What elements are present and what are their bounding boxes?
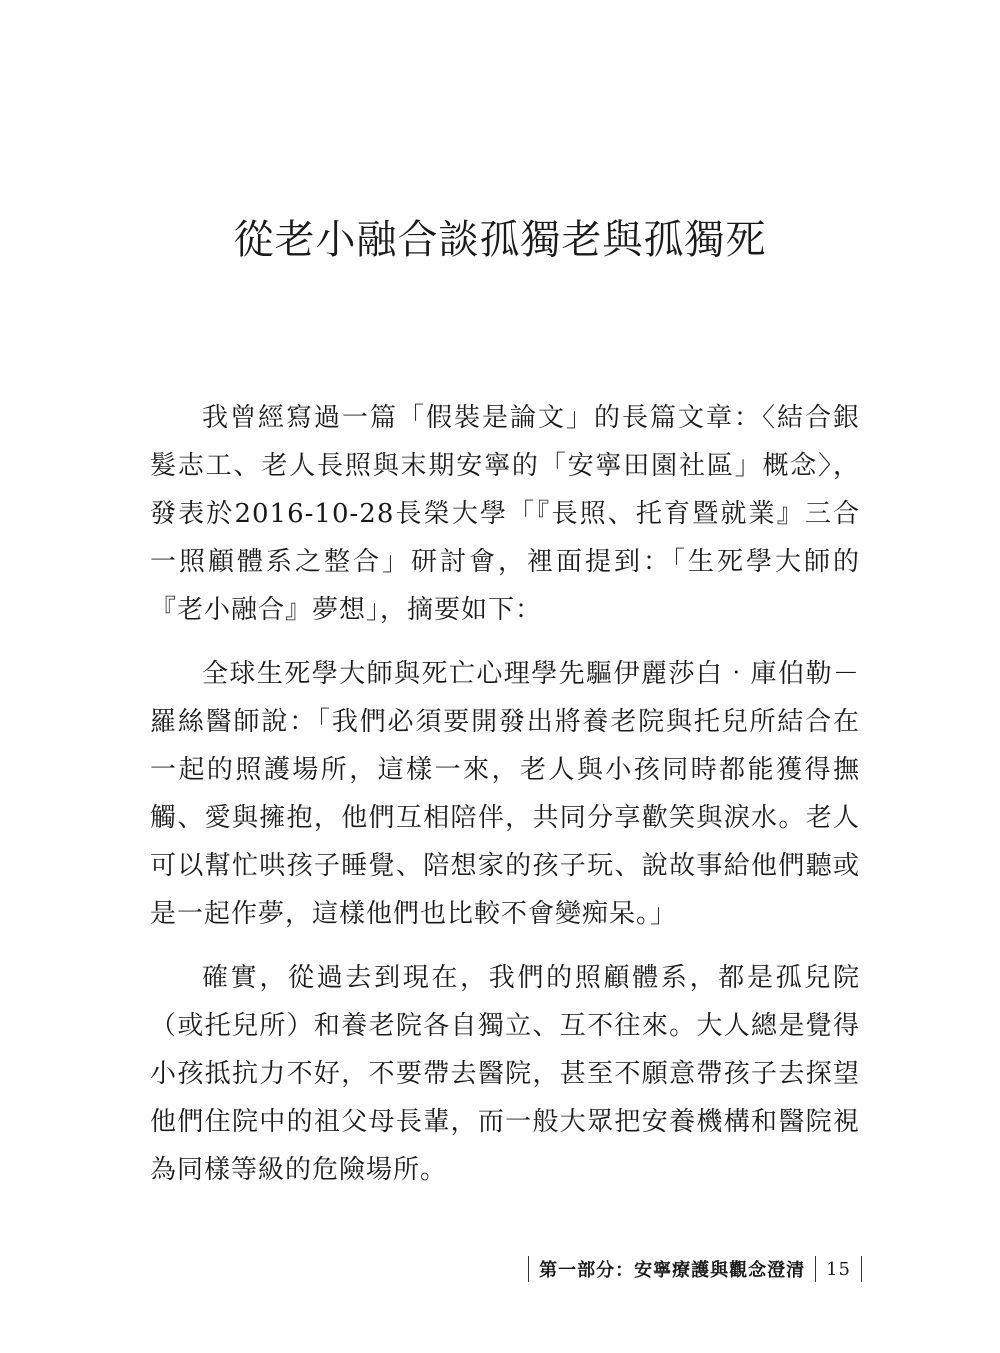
page-title: 從老小融合談孤獨老與孤獨死 — [233, 217, 767, 263]
page-number: 15 — [826, 1258, 851, 1280]
running-footer — [528, 1254, 862, 1284]
paragraph: 全球生死學大師與死亡心理學先驅伊麗莎白‧庫伯勒－羅絲醫師說：「我們必須要開發出將養老院與托兒所結合在一起的照護場所，這樣一來，老人與小孩同時都能獲得撫觸、愛與擁抱，他們互相陪伴，共同分享歡笑與淚水。老人可以幫忙哄孩子睡覺、陪想家的孩子玩、說故事給他們聽或是一起作夢，這樣他們也比較不會變痴呆。」 — [150, 659, 860, 929]
body-text — [150, 394, 860, 1194]
footer-divider — [861, 1256, 862, 1282]
paragraph: 我曾經寫過一篇「假裝是論文」的長篇文章：〈結合銀髮志工、老人長照與末期安寧的「安寧田園社區」概念〉，發表於2016-10-28長榮大學「『長照、托育暨就業』三合一照顧體系之整合」研討會，裡面提到：「生死學大師的『老小融合』夢想」，摘要如下： — [150, 403, 860, 625]
footer-section-title: 第一部分：安寧療護與觀念澄清 — [539, 1260, 806, 1281]
paragraph: 確實，從過去到現在，我們的照顧體系，都是孤兒院（或托兒所）和養老院各自獨立、互不往來。大人總是覺得小孩抵抗力不好，不要帶去醫院，甚至不願意帶孩子去探望他們住院中的祖父母長輩，而一般大眾把安養機構和醫院視為同樣等級的危險場所。 — [150, 963, 860, 1185]
